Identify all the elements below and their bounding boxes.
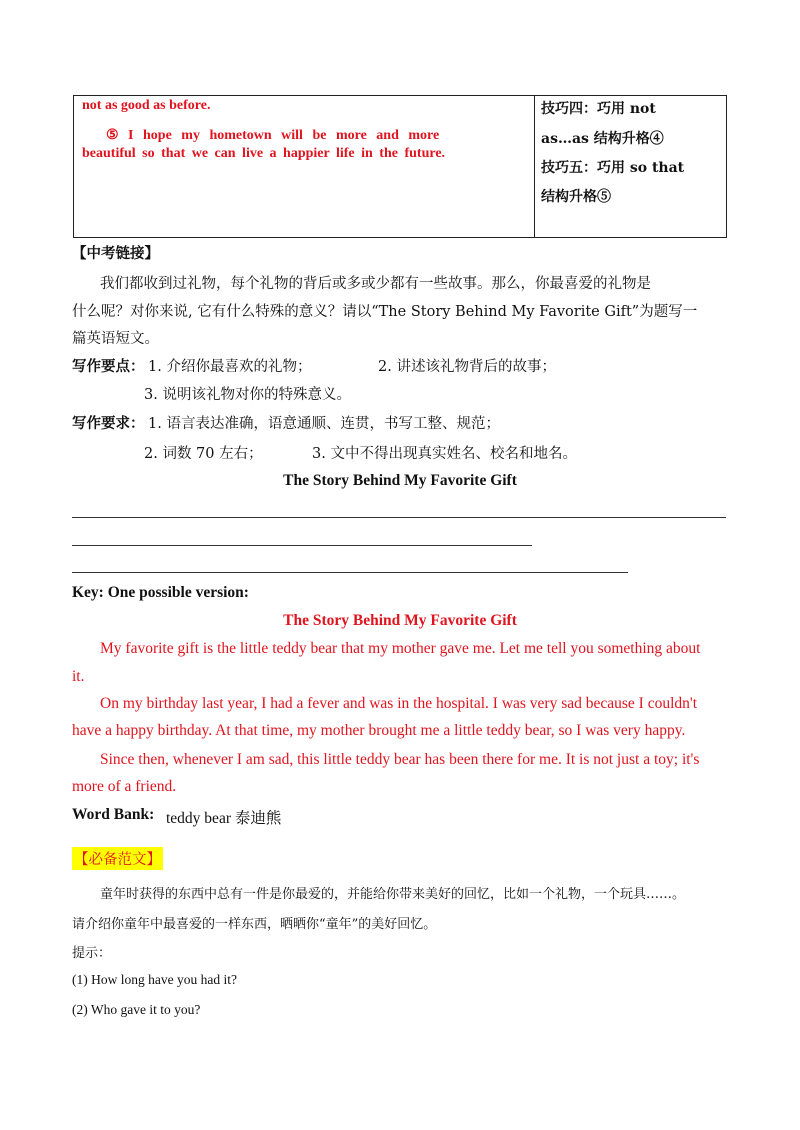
wordbank-value: teddy bear 泰迪熊 bbox=[166, 810, 282, 827]
essay-title: The Story Behind My Favorite Gift bbox=[283, 472, 517, 489]
section-heading-zhongkao: 【中考链接】 bbox=[72, 245, 159, 262]
intro-line1: 我们都收到过礼物，每个礼物的背后或多或少都有一些故事。那么，你最喜爱的礼物是 bbox=[100, 276, 651, 292]
key-p1-line1: My favorite gift is the little teddy bear that my mother gave me. Let me tell you something about bbox=[100, 640, 701, 657]
answer-line-2 bbox=[72, 545, 532, 546]
hint-label: 提示： bbox=[72, 946, 112, 961]
table-right-line1: 技巧四：巧用 not bbox=[541, 101, 656, 117]
key-p2-line2: have a happy birthday. At that time, my mother brought me a little teddy bear, so I was very happy. bbox=[72, 722, 686, 739]
table-divider bbox=[534, 96, 535, 237]
table-right-line3: 技巧五：巧用 so that bbox=[541, 160, 685, 176]
section2-line1: 童年时获得的东西中总有一件是你最爱的，并能给你带来美好的回忆，比如一个礼物，一个玩具……。 bbox=[100, 887, 686, 902]
intro-line3: 篇英语短文。 bbox=[72, 331, 159, 347]
answer-line-1 bbox=[72, 517, 726, 518]
table-right-line4: 结构升格⑤ bbox=[541, 189, 611, 205]
section2-line2: 请介绍你童年中最喜爱的一样东西，晒晒你“童年”的美好回忆。 bbox=[72, 917, 437, 932]
hint-1: (1) How long have you had it? bbox=[72, 972, 237, 987]
key-p1-line2: it. bbox=[72, 668, 85, 685]
point-2: 2. 讲述该礼物背后的故事； bbox=[378, 359, 556, 375]
answer-line-3 bbox=[72, 572, 628, 573]
table-left-line2: ⑤ I hope my hometown will be more and more bbox=[106, 128, 440, 143]
points-label: 写作要点： bbox=[72, 358, 145, 375]
point-1: 1. 介绍你最喜欢的礼物； bbox=[148, 359, 312, 375]
table-left-line1: not as good as before. bbox=[82, 98, 211, 113]
requirement-2: 2. 词数 70 左右； bbox=[144, 446, 263, 462]
hint-2: (2) Who gave it to you? bbox=[72, 1002, 201, 1017]
key-p2-line1: On my birthday last year, I had a fever and was in the hospital. I was very sad because I couldn't bbox=[100, 695, 698, 712]
key-p3-line2: more of a friend. bbox=[72, 778, 177, 795]
key-p3-line1: Since then, whenever I am sad, this little teddy bear has been there for me. It is not just a toy; it's bbox=[100, 751, 700, 768]
point-3: 3. 说明该礼物对你的特殊意义。 bbox=[144, 387, 351, 403]
wordbank-label: Word Bank: bbox=[72, 806, 155, 823]
section-heading-fanwen: 【必备范文】 bbox=[72, 847, 163, 870]
table-left-line3: beautiful so that we can live a happier life in the future. bbox=[82, 146, 446, 161]
requirement-1: 1. 语言表达准确，语意通顺、连贯，书写工整、规范； bbox=[148, 416, 500, 432]
intro-line2: 什么呢？对你来说, 它有什么特殊的意义？请以“The Story Behind My Favorite Gift”为题写一 bbox=[72, 304, 698, 320]
table-right-line2: as…as 结构升格④ bbox=[541, 131, 664, 147]
key-label: Key: One possible version: bbox=[72, 584, 249, 601]
requirement-3: 3. 文中不得出现真实姓名、校名和地名。 bbox=[312, 446, 577, 462]
requirements-label: 写作要求： bbox=[72, 415, 145, 432]
key-title: The Story Behind My Favorite Gift bbox=[283, 612, 517, 629]
